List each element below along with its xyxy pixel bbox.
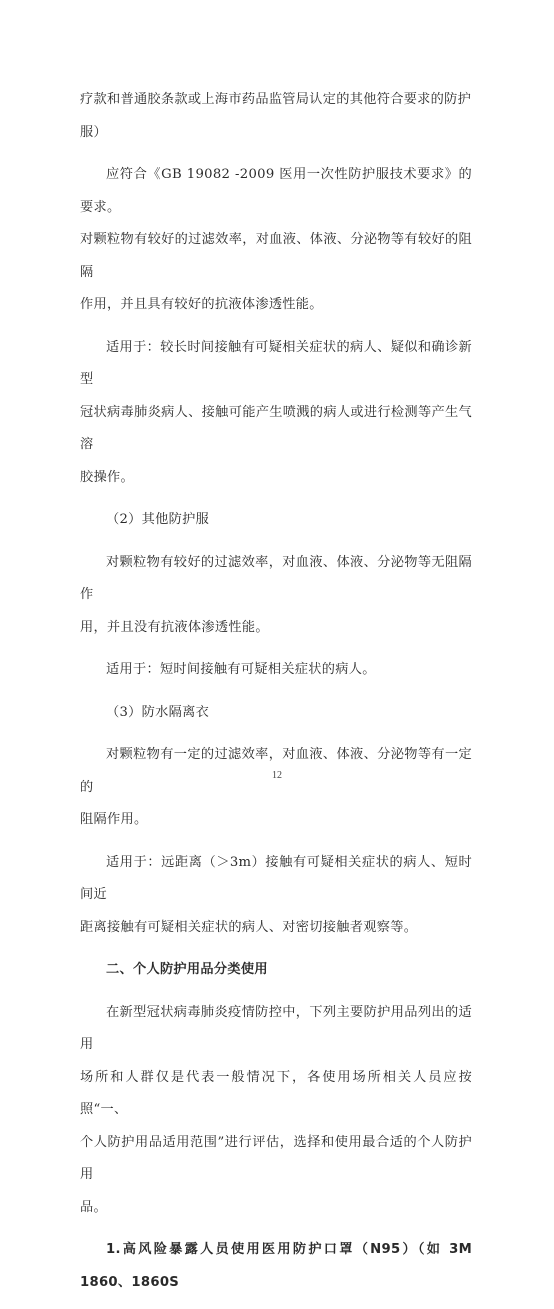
text-line: 胶操作。 xyxy=(80,469,134,485)
paragraph-classified-use xyxy=(80,997,472,1225)
paragraph-applicable-1 xyxy=(80,332,472,495)
paragraph-waterproof-gown xyxy=(80,739,472,837)
paragraph-applicable-3 xyxy=(80,847,472,945)
text-line: 对颗粒物有一定的过滤效率，对血液、体液、分泌物等有一定的 xyxy=(80,747,472,795)
text-line: 疗款和普通胶条款或上海市药品监管局认定的其他符合要求的防护 xyxy=(80,92,472,107)
paragraph-applicable-2: 适用于：短时间接触有可疑相关症状的病人。 xyxy=(106,662,376,677)
text-line: 场所和人群仅是代表一般情况下，各使用场所相关人员应按照“一、 xyxy=(80,1069,472,1117)
subheading-waterproof-gown: （3）防水隔离衣 xyxy=(106,704,210,720)
text-line: 对颗粒物有较好的过滤效率，对血液、体液、分泌物等无阻隔作 xyxy=(80,554,472,602)
paragraph-other-clothing xyxy=(80,547,472,645)
text-line: 对颗粒物有较好的过滤效率，对血液、体液、分泌物等有较好的阻隔 xyxy=(80,232,472,280)
text-line: 适用于：较长时间接触有可疑相关症状的病人、疑似和确诊新型 xyxy=(80,339,472,387)
text-line: 作用，并且具有较好的抗液体渗透性能。 xyxy=(80,297,323,312)
text-line: 冠状病毒肺炎病人、接触可能产生喷溅的病人或进行检测等产生气溶 xyxy=(80,404,472,452)
paragraph-standard-requirement xyxy=(80,159,472,322)
page-number: 12 xyxy=(272,770,282,781)
subheading-other-protective-clothing: （2）其他防护服 xyxy=(106,512,210,527)
text-line: 应符合《GB 19082 -2009 医用一次性防护服技术要求》的要求。 xyxy=(80,167,472,215)
document-body xyxy=(80,84,472,1309)
text-line: 用，并且没有抗液体渗透性能。 xyxy=(80,619,269,635)
text-line: 在新型冠状病毒肺炎疫情防控中，下列主要防护用品列出的适用 xyxy=(80,1004,472,1052)
section-heading-classified-use: 二、个人防护用品分类使用 xyxy=(106,962,268,977)
item-heading-high-risk: 1.高风险暴露人员使用医用防护口罩（N95）（如 3M 1860、1860S xyxy=(80,1242,472,1290)
text-line: 品。 xyxy=(80,1199,107,1215)
text-line: 阻隔作用。 xyxy=(80,812,148,827)
text-line: 距离接触有可疑相关症状的病人、对密切接触者观察等。 xyxy=(80,919,418,935)
text-line: 个人防护用品适用范围”进行评估，选择和使用最合适的个人防护用 xyxy=(80,1134,472,1182)
text-line: 服） xyxy=(80,124,107,140)
text-line: 适用于：远距离（＞3m）接触有可疑相关症状的病人、短时间近 xyxy=(80,854,472,902)
paragraph-continuation xyxy=(80,84,472,149)
